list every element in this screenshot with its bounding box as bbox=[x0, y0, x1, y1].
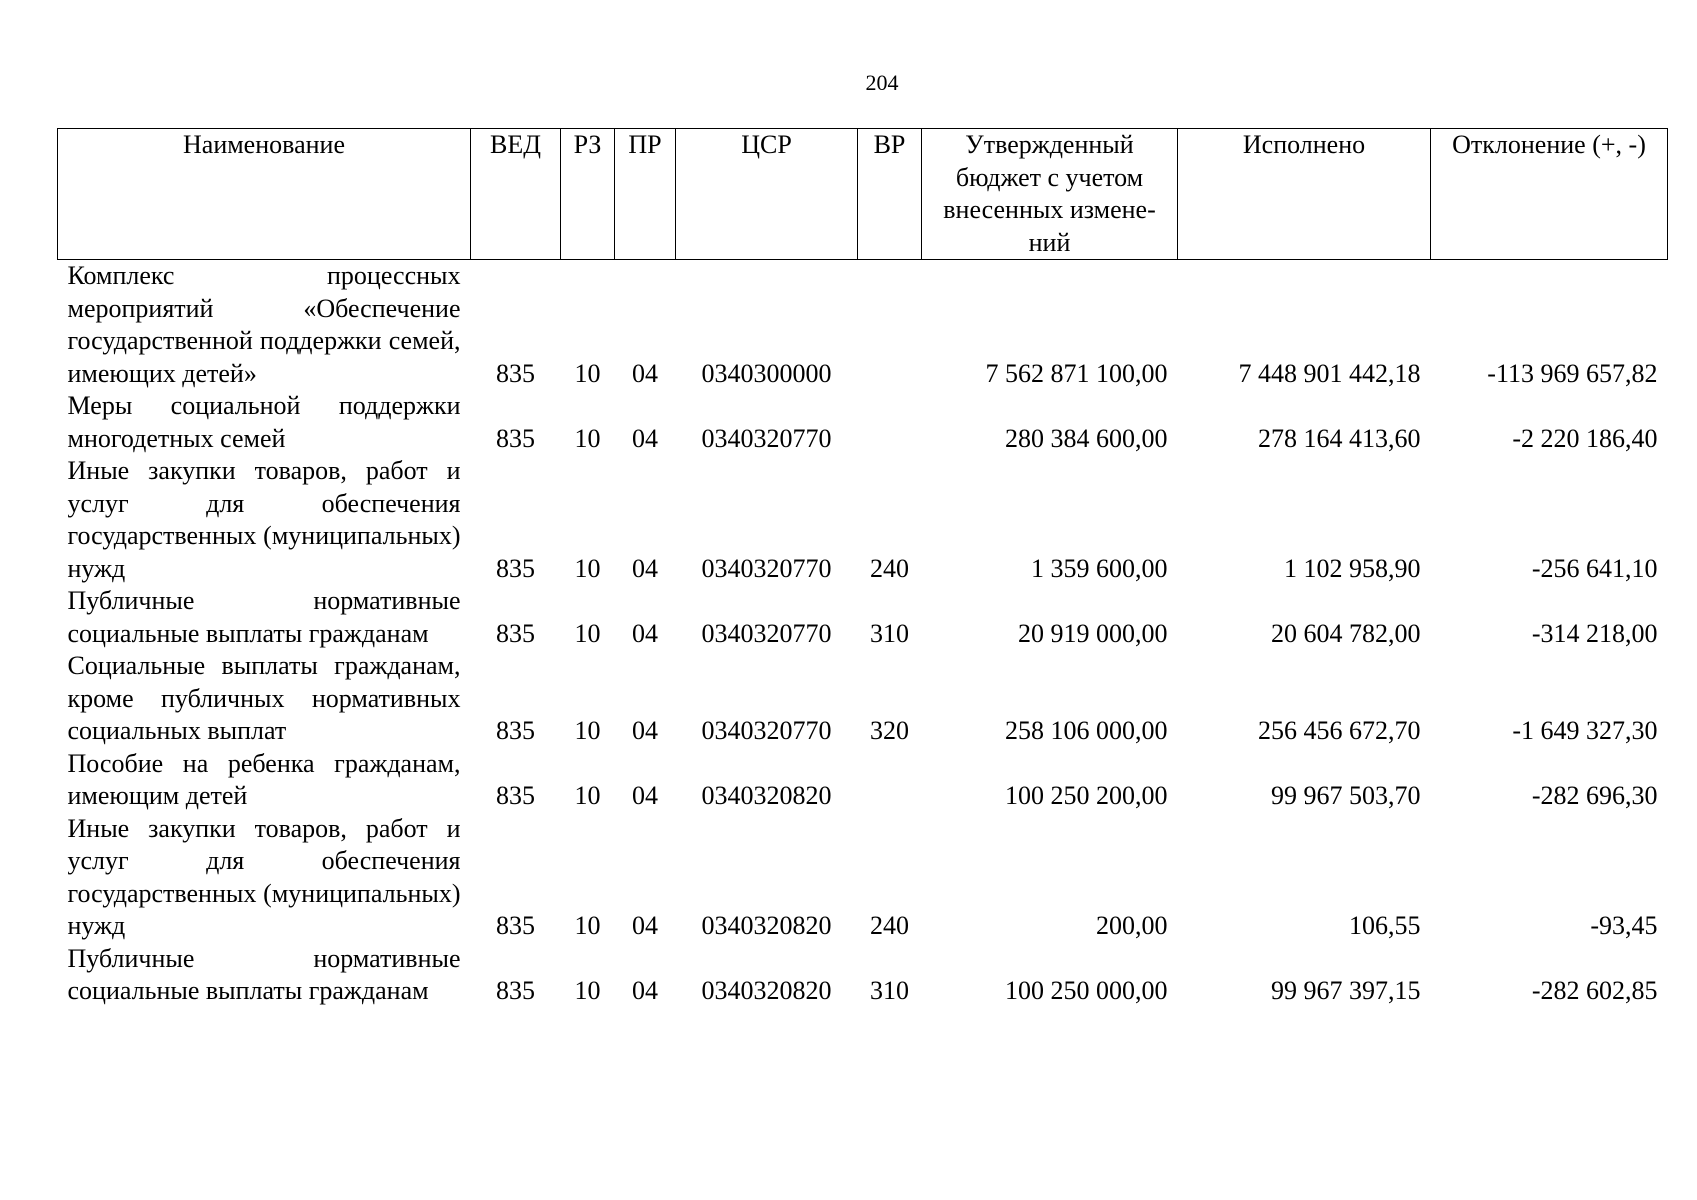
row-pr: 04 bbox=[632, 781, 658, 810]
header-pr: ПР bbox=[615, 129, 676, 260]
row-approved: 200,00 bbox=[1096, 911, 1168, 940]
row-vr bbox=[858, 748, 922, 813]
row-executed: 99 967 503,70 bbox=[1271, 781, 1421, 810]
header-deviation: Отклонение (+, -) bbox=[1431, 129, 1668, 260]
row-approved: 1 359 600,00 bbox=[1031, 553, 1168, 583]
row-csr: 0340320770 bbox=[701, 716, 832, 745]
header-rz: РЗ bbox=[561, 129, 615, 260]
row-csr: 0340320820 bbox=[701, 976, 832, 1005]
row-rz: 10 bbox=[574, 911, 601, 940]
row-csr: 0340320820 bbox=[701, 911, 832, 940]
header-vr: ВР bbox=[858, 129, 922, 260]
row-deviation: -113 969 657,82 bbox=[1487, 358, 1658, 388]
row-csr: 0340320820 bbox=[701, 781, 832, 810]
row-name: Публичные нормативные социальные выплаты гражданам bbox=[67, 586, 461, 648]
row-rz: 10 bbox=[574, 423, 601, 453]
row-deviation: -256 641,10 bbox=[1531, 553, 1658, 583]
table-row bbox=[58, 585, 1668, 650]
row-deviation: -282 602,85 bbox=[1531, 976, 1658, 1005]
row-deviation: -1 649 327,30 bbox=[1512, 716, 1658, 745]
row-name: Меры социальной поддержки многодетных семей bbox=[67, 391, 461, 453]
row-ved: 835 bbox=[496, 911, 535, 940]
row-approved: 100 250 000,00 bbox=[1005, 976, 1168, 1005]
header-executed: Исполнено bbox=[1178, 129, 1431, 260]
row-deviation: -282 696,30 bbox=[1531, 781, 1658, 810]
row-pr: 04 bbox=[632, 358, 658, 388]
table-row bbox=[58, 455, 1668, 585]
row-approved: 258 106 000,00 bbox=[1005, 716, 1168, 745]
table-row bbox=[58, 260, 1668, 391]
row-executed: 99 967 397,15 bbox=[1271, 976, 1421, 1005]
row-executed: 106,55 bbox=[1349, 911, 1421, 940]
header-name: Наименование bbox=[58, 129, 471, 260]
row-approved: 280 384 600,00 bbox=[1005, 423, 1168, 453]
row-executed: 20 604 782,00 bbox=[1271, 618, 1421, 648]
row-name: Комплекс процессных мероприятий «Обеспечение государственной поддержки семей, имеющих детей» bbox=[67, 261, 461, 388]
row-vr: 240 bbox=[870, 911, 909, 940]
budget-table bbox=[57, 128, 1668, 1008]
row-rz: 10 bbox=[574, 358, 601, 388]
row-pr: 04 bbox=[632, 911, 658, 940]
row-deviation: -93,45 bbox=[1590, 911, 1658, 940]
row-ved: 835 bbox=[496, 553, 535, 583]
table-row bbox=[58, 943, 1668, 1008]
header-approved-budget: Утвержденный бюджет с учетом внесенных измене-ний bbox=[922, 129, 1178, 260]
row-pr: 04 bbox=[632, 618, 658, 648]
row-vr: 310 bbox=[870, 618, 909, 648]
row-rz: 10 bbox=[574, 618, 601, 648]
table-row bbox=[58, 813, 1668, 943]
table-row bbox=[58, 748, 1668, 813]
page-number: 204 bbox=[865, 70, 899, 95]
row-pr: 04 bbox=[632, 553, 658, 583]
row-executed: 7 448 901 442,18 bbox=[1238, 358, 1421, 388]
row-name: Социальные выплаты гражданам, кроме публичных нормативных социальных выплат bbox=[67, 651, 461, 745]
row-pr: 04 bbox=[632, 716, 658, 745]
row-approved: 100 250 200,00 bbox=[1005, 781, 1168, 810]
row-csr: 0340320770 bbox=[701, 553, 832, 583]
row-rz: 10 bbox=[574, 553, 601, 583]
table-header-row bbox=[58, 129, 1668, 260]
row-vr: 240 bbox=[870, 553, 909, 583]
row-deviation: -2 220 186,40 bbox=[1512, 423, 1658, 453]
row-name: Иные закупки товаров, работ и услуг для обеспечения государственных (муниципальных) нужд bbox=[67, 456, 461, 583]
row-ved: 835 bbox=[496, 358, 535, 388]
row-pr: 04 bbox=[632, 423, 658, 453]
row-executed: 1 102 958,90 bbox=[1284, 553, 1421, 583]
row-csr: 0340320770 bbox=[701, 423, 832, 453]
row-name: Иные закупки товаров, работ и услуг для обеспечения государственных (муниципальных) нужд bbox=[67, 813, 461, 940]
row-executed: 256 456 672,70 bbox=[1258, 716, 1421, 745]
row-ved: 835 bbox=[496, 618, 535, 648]
row-approved: 20 919 000,00 bbox=[1018, 618, 1168, 648]
row-rz: 10 bbox=[574, 716, 601, 745]
row-deviation: -314 218,00 bbox=[1531, 618, 1658, 648]
row-vr: 310 bbox=[870, 976, 909, 1005]
row-ved: 835 bbox=[496, 423, 535, 453]
row-ved: 835 bbox=[496, 976, 535, 1005]
header-csr: ЦСР bbox=[676, 129, 858, 260]
row-vr bbox=[858, 260, 922, 391]
row-csr: 0340300000 bbox=[701, 358, 832, 388]
table-row bbox=[58, 650, 1668, 748]
row-vr: 320 bbox=[870, 716, 909, 745]
row-ved: 835 bbox=[496, 781, 535, 810]
row-name: Публичные нормативные социальные выплаты гражданам bbox=[67, 943, 461, 1005]
row-approved: 7 562 871 100,00 bbox=[985, 358, 1168, 388]
table-row bbox=[58, 390, 1668, 455]
row-csr: 0340320770 bbox=[701, 618, 832, 648]
row-name: Пособие на ребенка гражданам, имеющим детей bbox=[67, 748, 461, 810]
row-rz: 10 bbox=[574, 781, 601, 810]
row-ved: 835 bbox=[496, 716, 535, 745]
row-pr: 04 bbox=[632, 976, 658, 1005]
row-rz: 10 bbox=[574, 976, 601, 1005]
header-ved: ВЕД bbox=[471, 129, 561, 260]
row-executed: 278 164 413,60 bbox=[1258, 423, 1421, 453]
row-vr bbox=[858, 390, 922, 455]
